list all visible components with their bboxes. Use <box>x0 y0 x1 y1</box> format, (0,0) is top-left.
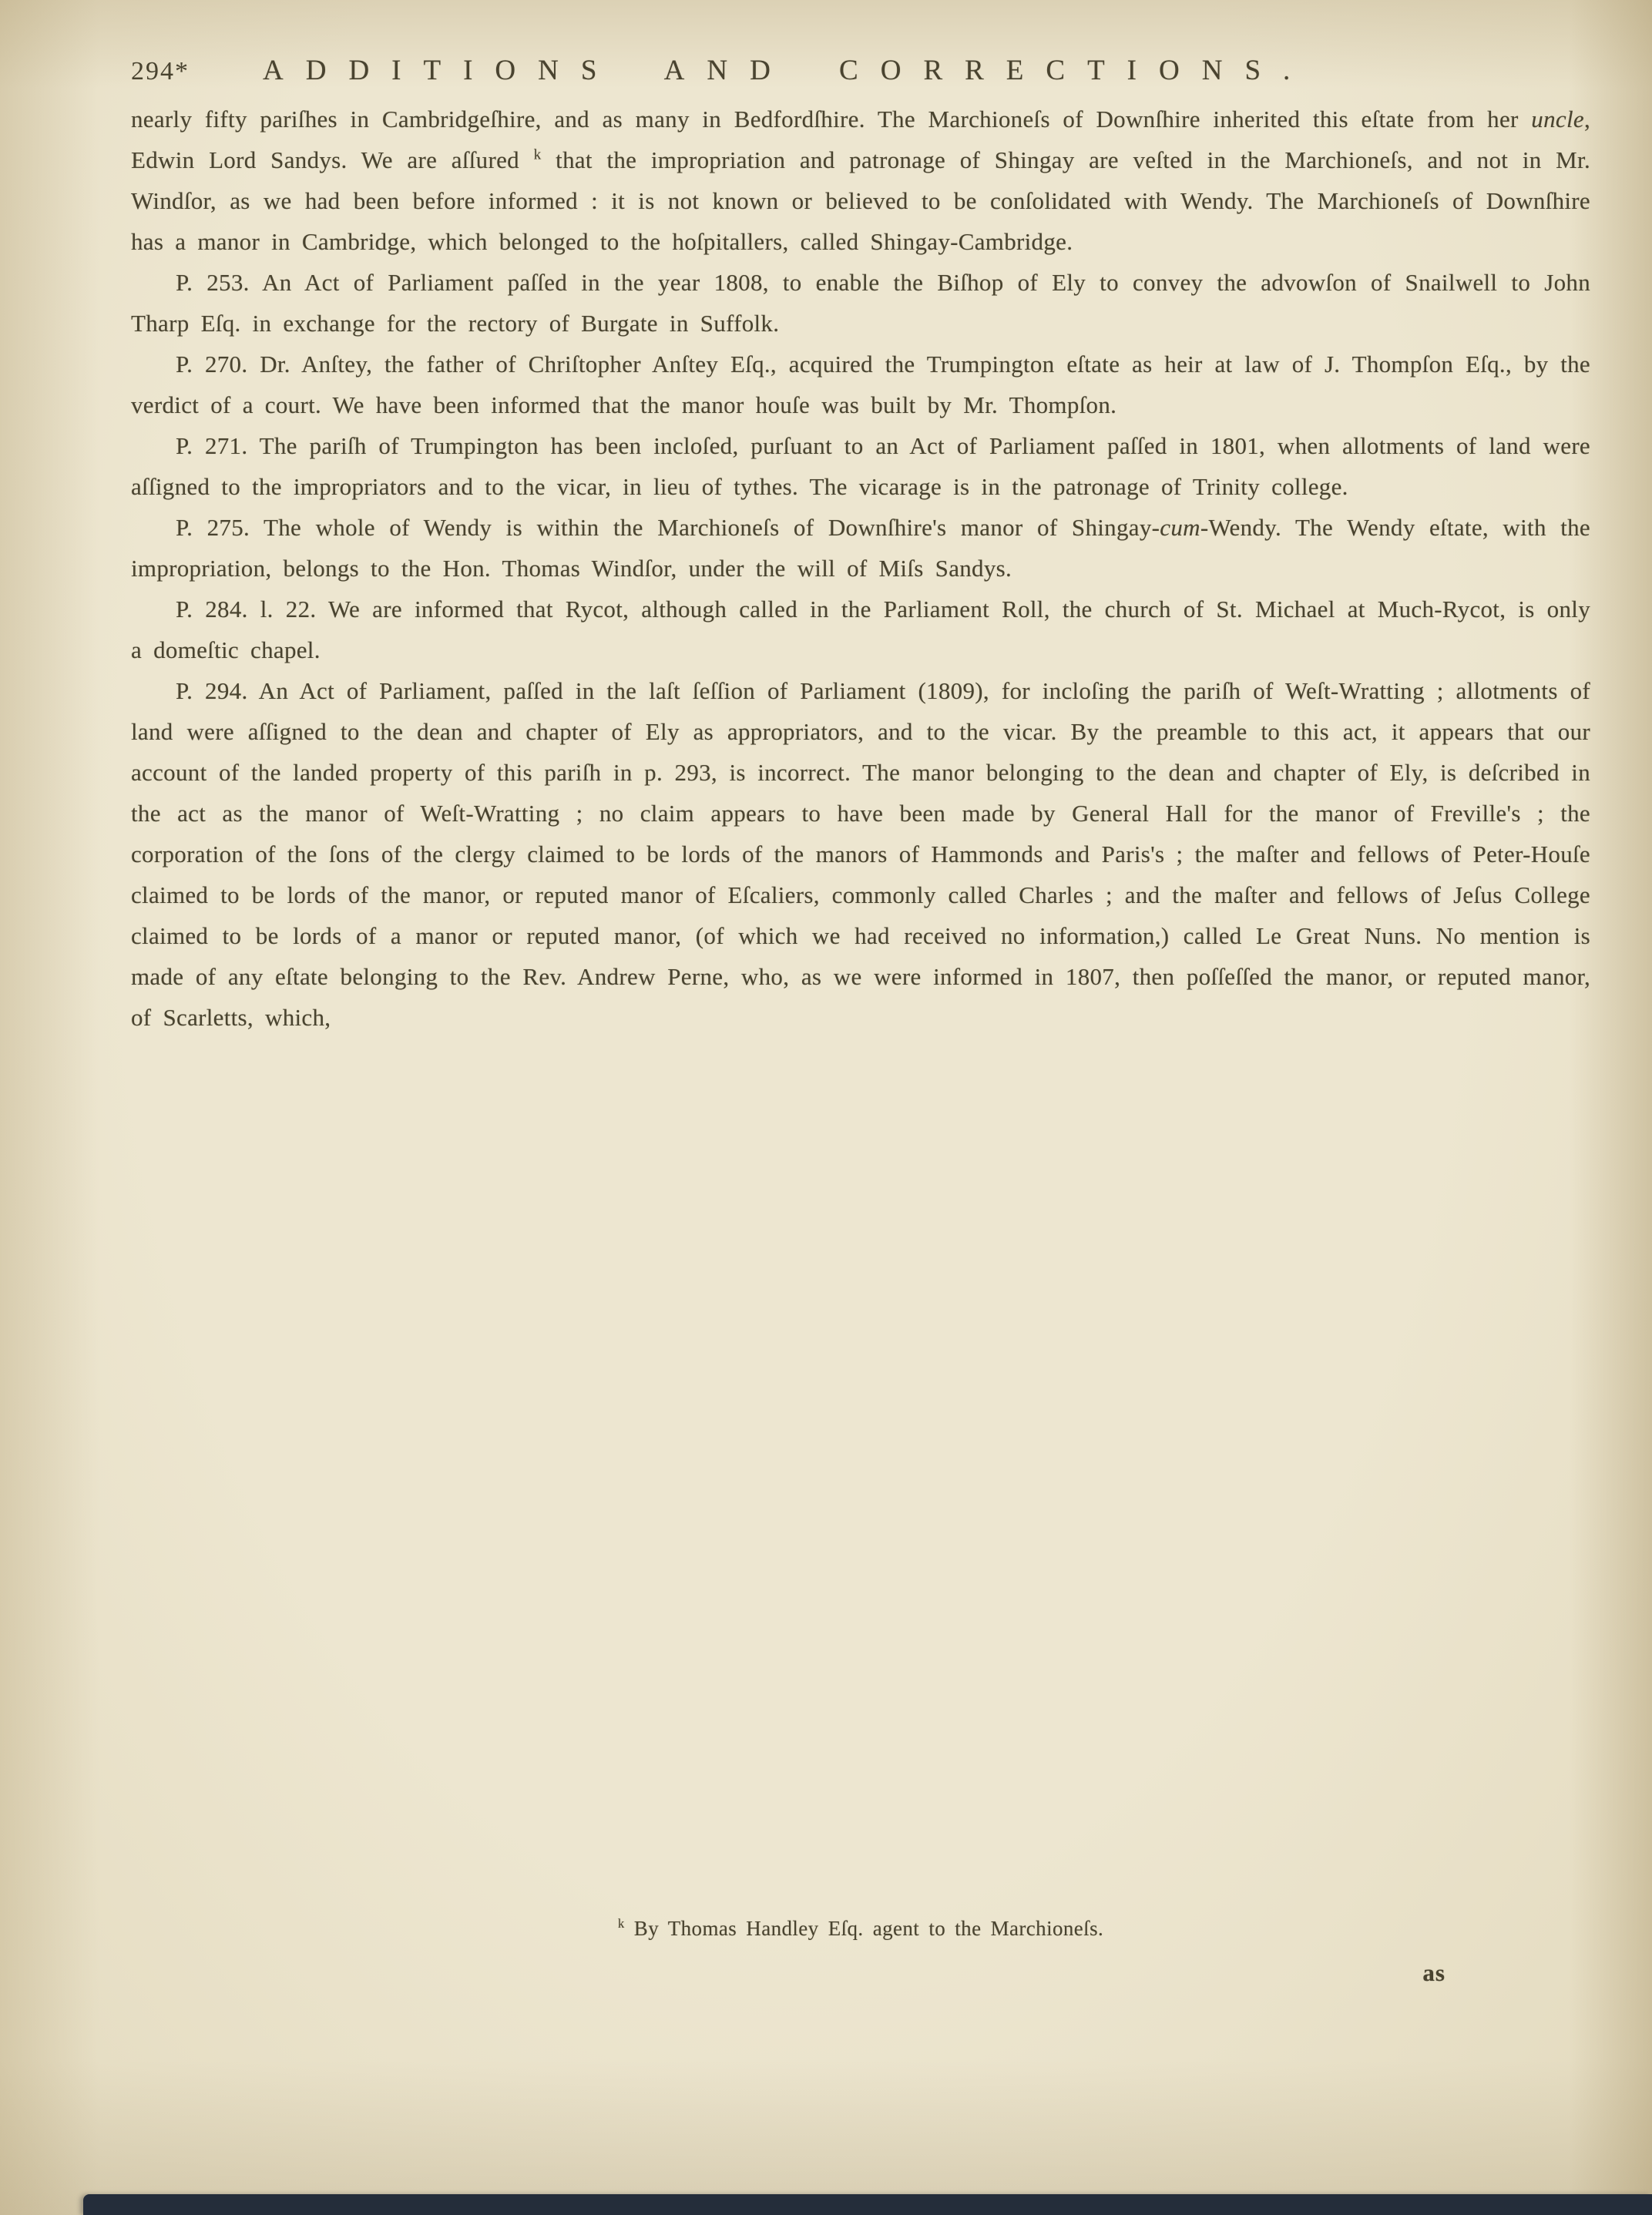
paragraph <box>131 262 1590 344</box>
text-run: P. 270. Dr. Anſtey, the father of Chriſtopher Anſtey Eſq., acquired the Trumpington eſtate as heir at law of J. Thompſon Eſq., by the verdict of a court. We have been informed that the manor houſe was built by Mr. Thompſon. <box>131 351 1590 418</box>
italic-text: cum <box>1160 514 1200 541</box>
text-run: -Wendy. The Wendy eſtate, with the impropriation, belongs to the Hon. Thomas Windſor, under the will of Miſs Sandys. <box>131 514 1590 582</box>
page-title: ADDITIONS AND CORRECTIONS. <box>263 55 1313 86</box>
catchword: as <box>1422 1959 1446 1986</box>
footnote-marker: k <box>617 1916 625 1931</box>
body-text <box>131 99 1590 1038</box>
scan-edge-strip <box>83 2194 1652 2215</box>
page-header <box>131 54 1590 87</box>
text-run: P. 294. An Act of Parliament, paſſed in the laſt ſeſſion of Parliament (1809), for incloſing the pariſh of Weſt-Wratting ; allotments of land were aſſigned to the dean and chapter of Ely as appropriators, and to the vicar. By the preamble to this act, it appears that our account of the landed property of this pariſh in p. 293, is incorrect. The manor belonging to the dean and chapter of Ely, is deſcribed in the act as the manor of Weſt-Wratting ; no claim appears to have been made by General Hall for the manor of Freville's ; the corporation of the ſons of the clergy claimed to be lords of the manors of Hammonds and Paris's ; the maſter and fellows of Peter-Houſe claimed to be lords of the manor, or reputed manor of Eſcaliers, commonly called Charles ; and the maſter and fellows of Jeſus College claimed to be lords of a manor or reputed manor, (of which we had received no information,) called Le Great Nuns. No mention is made of any eſtate belonging to the Rev. Andrew Perne, who, as we were informed in 1807, then poſſeſſed the manor, or reputed manor, of Scarletts, which, <box>131 677 1590 1031</box>
paragraph <box>131 425 1590 507</box>
paragraph <box>131 99 1590 262</box>
paragraph <box>131 507 1590 589</box>
text-run: P. 271. The pariſh of Trumpington has been incloſed, purſuant to an Act of Parliament paſſed in 1801, when allotments of land were aſſigned to the impropriators and to the vicar, in lieu of tythes. The vicarage is in the patronage of Trinity college. <box>131 432 1590 500</box>
italic-text: uncle <box>1531 106 1584 133</box>
footnote <box>131 1917 1590 1941</box>
footnote-marker: k <box>533 146 542 163</box>
text-run: nearly fifty pariſhes in Cambridgeſhire, and as many in Bedfordſhire. The Marchioneſs of Downſhire inherited this eſtate from her <box>131 106 1532 133</box>
paragraph <box>131 670 1590 1038</box>
text-run: P. 275. The whole of Wendy is within the Marchioneſs of Downſhire's manor of Shingay- <box>176 514 1160 541</box>
paragraph <box>131 589 1590 670</box>
text-run: P. 253. An Act of Parliament paſſed in the year 1808, to enable the Biſhop of Ely to convey the advowſon of Snailwell to John Tharp Eſq. in exchange for the rectory of Burgate in Suffolk. <box>131 269 1590 337</box>
text-run: P. 284. l. 22. We are informed that Rycot, although called in the Parliament Roll, the church of St. Michael at Much-Rycot, is only a domeſtic chapel. <box>131 596 1590 663</box>
page-number: 294* <box>131 57 190 86</box>
paragraph <box>131 344 1590 425</box>
text-run: , Edwin Lord Sandys. We are aſſured <box>131 106 1590 173</box>
text-run: that the impropriation and patronage of Shingay are veſted in the Marchioneſs, and not in Mr. Windſor, as we had been before informed : it is not known or believed to be conſolidated with Wendy. The Marchioneſs of Downſhire has a manor in Cambridge, which belonged to the hoſpitallers, called Shingay-Cambridge. <box>131 146 1590 255</box>
text-run: By Thomas Handley Eſq. agent to the Marchioneſs. <box>624 1917 1104 1940</box>
